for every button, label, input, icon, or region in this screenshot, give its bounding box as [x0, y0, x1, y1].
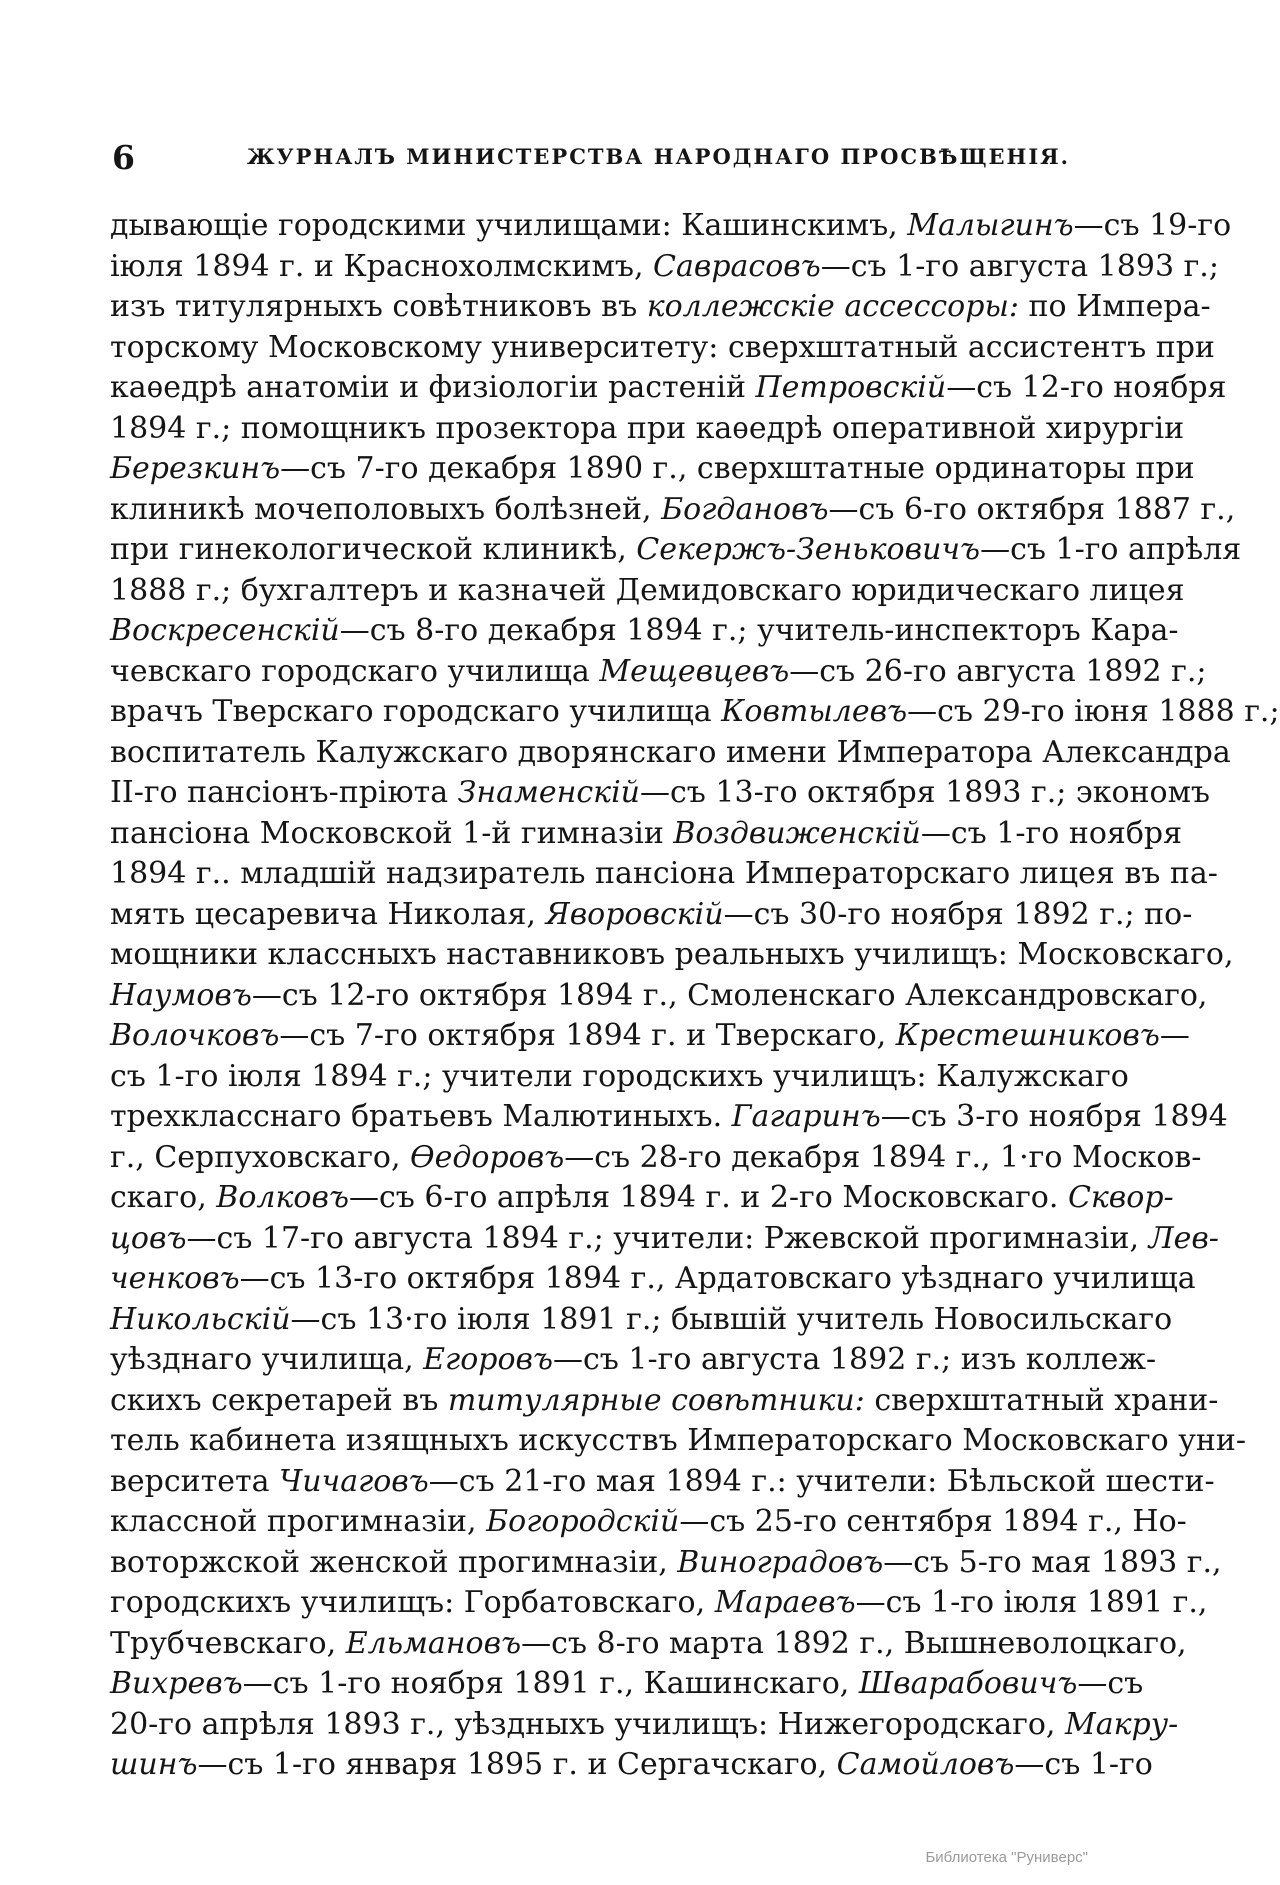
- text-segment: —съ 3-го ноября 1894: [880, 1099, 1228, 1134]
- text-line: [110, 1340, 1157, 1381]
- text-line: [110, 571, 1185, 612]
- text-line: [110, 976, 1208, 1017]
- text-segment: —съ 8-го марта 1892 г., Вышневолоцкаго,: [521, 1625, 1187, 1661]
- italic-name: Чичаговъ: [279, 1463, 429, 1499]
- text-segment: —съ 13-го октября 1893 г.; экономъ: [640, 775, 1210, 810]
- library-watermark: Библиотека "Руниверс": [925, 1849, 1088, 1866]
- text-line: [110, 773, 1210, 814]
- text-segment: верситета: [110, 1463, 280, 1499]
- page-number: 6: [112, 138, 135, 177]
- text-line: [110, 490, 1236, 531]
- italic-name: Шварабовичъ: [858, 1666, 1078, 1701]
- text-segment: скаго,: [110, 1180, 217, 1215]
- italic-name: Ковтылевъ: [721, 694, 908, 729]
- text-segment: изъ титулярныхъ совѣтниковъ въ: [110, 289, 647, 324]
- text-segment: мять цесаревича Николая,: [110, 896, 546, 932]
- text-line: [110, 1097, 1228, 1138]
- italic-name: Ѳедоровъ: [410, 1139, 565, 1175]
- text-segment: 1894 г.. младшій надзиратель пансіона Императорскаго лицея въ па-: [110, 856, 1218, 891]
- text-segment: —съ 1-го апрѣля: [980, 532, 1242, 567]
- text-line: [110, 692, 1280, 733]
- text-line: [110, 814, 1183, 855]
- text-segment: —съ 1-го ноября 1891 г., Кашинскаго,: [242, 1666, 859, 1701]
- text-segment: —съ 1-го іюля 1891 г.,: [855, 1585, 1208, 1620]
- italic-name: Богородскій: [486, 1504, 680, 1539]
- text-segment: врачъ Тверскаго городскаго училища: [110, 694, 722, 729]
- italic-name: ченковъ: [110, 1261, 240, 1296]
- text-line: [110, 1300, 1173, 1341]
- italic-name: Наумовъ: [110, 977, 252, 1013]
- italic-name: цовъ: [110, 1220, 187, 1256]
- text-segment: —съ 21-го мая 1894 г.: учители: Бѣльской шести-: [428, 1463, 1215, 1499]
- italic-name: Мещевцевъ: [599, 653, 790, 689]
- text-line: [110, 935, 1234, 976]
- text-segment: —съ 8-го декабря 1894 г.; учитель-инспекторъ Кара-: [339, 613, 1179, 648]
- text-segment: г., Серпуховскаго,: [110, 1139, 411, 1175]
- text-segment: 1894 г.; помощникъ прозектора при каѳедрѣ оперативной хирургіи: [110, 410, 1185, 446]
- italic-name: Лев-: [1148, 1220, 1219, 1256]
- text-segment: —съ 30-го ноября 1892 г.; по-: [723, 896, 1193, 932]
- text-line: [110, 287, 1211, 328]
- text-line: [110, 733, 1231, 774]
- text-line: [110, 409, 1185, 450]
- italic-name: Воздвиженскій: [673, 815, 921, 851]
- italic-name: Березкинъ: [110, 451, 281, 486]
- text-segment: мощники классныхъ наставниковъ реальныхъ училищъ: Московскаго,: [110, 937, 1234, 972]
- text-line: [110, 854, 1218, 895]
- text-line: [110, 1138, 1202, 1179]
- italic-name: Никольскій: [110, 1301, 291, 1337]
- text-segment: —съ 7-го декабря 1890 г., сверхштатные ординаторы при: [280, 451, 1195, 486]
- text-segment: по Импера-: [1019, 289, 1211, 324]
- text-segment: —съ 1-го августа 1892 г.; изъ коллеж-: [553, 1342, 1157, 1377]
- running-header: [112, 138, 1082, 178]
- text-line: [110, 652, 1207, 693]
- text-line: [110, 1583, 1208, 1624]
- text-segment: іюля 1894 г. и Краснохолмскимъ,: [110, 248, 654, 284]
- italic-name: Самойловъ: [836, 1747, 1015, 1782]
- text-segment: каѳедрѣ анатоміи и физіологіи растеній: [110, 370, 756, 405]
- text-line: [110, 1705, 1179, 1746]
- italic-name: Знаменскій: [457, 775, 640, 810]
- italic-name: Волковъ: [216, 1180, 349, 1215]
- text-segment: при гинекологической клиникѣ,: [110, 532, 637, 567]
- text-segment: классной прогимназіи,: [110, 1504, 487, 1539]
- text-segment: —съ 25-го сентября 1894 г., Но-: [679, 1504, 1187, 1539]
- text-segment: —съ 26-го августа 1892 г.;: [789, 653, 1207, 689]
- text-segment: городскихъ училищъ: Горбатовскаго,: [110, 1585, 715, 1620]
- italic-name: Ельмановъ: [345, 1625, 522, 1661]
- text-line: [110, 1259, 1196, 1300]
- text-line: [110, 449, 1195, 490]
- text-segment: дывающіе городскими училищами: Кашинскимъ,: [110, 208, 908, 243]
- text-line: [110, 1057, 1129, 1098]
- italic-name: Богдановъ: [661, 491, 829, 527]
- text-line: [110, 247, 1219, 288]
- text-segment: —съ 28-го декабря 1894 г., 1·го Москов-: [564, 1139, 1202, 1175]
- text-line: [110, 1664, 1144, 1705]
- italic-name: Воскресенскій: [110, 613, 340, 648]
- text-segment: трехкласснаго братьевъ Малютиныхъ.: [110, 1099, 732, 1134]
- text-segment: —съ 1-го: [1014, 1747, 1153, 1782]
- text-segment: Трубчевскаго,: [110, 1625, 346, 1661]
- text-segment: —съ 1-го августа 1893 г.;: [820, 248, 1219, 284]
- text-segment: —: [1159, 1018, 1190, 1053]
- italic-name: Вихревъ: [110, 1666, 243, 1701]
- italic-name: Яворовскій: [545, 896, 724, 932]
- text-segment: —съ 17-го августа 1894 г.; учители: Ржевской прогимназіи,: [186, 1220, 1149, 1256]
- text-line: [110, 1381, 1219, 1422]
- italic-name: Мараевъ: [714, 1585, 856, 1620]
- italic-name: Саврасовъ: [653, 248, 821, 284]
- text-segment: скихъ секретарей въ: [110, 1382, 448, 1418]
- text-segment: воторжской женской прогимназіи,: [110, 1544, 678, 1580]
- text-segment: —съ 12-го ноября: [946, 370, 1227, 405]
- italic-name: Петровскій: [755, 370, 947, 405]
- italic-name: Малыгинъ: [907, 208, 1074, 243]
- text-segment: съ 1-го іюля 1894 г.; учители городскихъ училищъ: Калужскаго: [110, 1058, 1129, 1094]
- italic-name: шинъ: [110, 1747, 198, 1782]
- text-segment: II-го пансіонъ-пріюта: [110, 775, 458, 810]
- italic-name: Сквор-: [1067, 1180, 1174, 1215]
- text-segment: торскому Московскому университету: сверхштатный ассистентъ при: [110, 329, 1215, 365]
- text-line: [110, 895, 1193, 936]
- text-line: [110, 1624, 1187, 1665]
- text-segment: —съ 12-го октября 1894 г., Смоленскаго Александровскаго,: [251, 977, 1208, 1013]
- text-line: [110, 1016, 1190, 1057]
- text-line: [110, 1462, 1215, 1503]
- body-text: [110, 206, 1280, 1786]
- text-segment: —съ 19-го: [1073, 208, 1232, 243]
- text-line: [110, 328, 1215, 369]
- text-segment: 1888 г.; бухгалтеръ и казначей Демидовскаго юридическаго лицея: [110, 572, 1185, 608]
- text-line: [110, 1502, 1187, 1543]
- text-segment: —съ 6-го апрѣля 1894 г. и 2-го Московскаго.: [348, 1180, 1068, 1215]
- italic-name: Макру-: [1065, 1706, 1179, 1742]
- text-segment: —съ 5-го мая 1893 г.,: [883, 1544, 1222, 1580]
- italic-name: Крестешниковъ: [895, 1018, 1160, 1053]
- italic-name: Волочковъ: [110, 1018, 280, 1053]
- italic-name: Виноградовъ: [677, 1544, 884, 1580]
- text-segment: —съ 13·го іюля 1891 г.; бывшій учитель Новосильскаго: [290, 1301, 1173, 1337]
- text-segment: сверхштатный храни-: [864, 1382, 1219, 1418]
- text-line: [110, 1745, 1153, 1786]
- running-title: ЖУРНАЛЪ МИНИСТЕРСТВА НАРОДНАГО ПРОСВѢЩЕНІЯ.: [247, 144, 1070, 169]
- italic-name: Егоровъ: [423, 1342, 553, 1377]
- text-segment: —съ 6-го октября 1887 г.,: [828, 491, 1236, 527]
- italic-name: Секержъ-Зеньковичъ: [636, 532, 981, 567]
- text-segment: —съ 1-го января 1895 г. и Сергачскаго,: [197, 1747, 837, 1782]
- text-line: [110, 1219, 1219, 1260]
- text-segment: 20-го апрѣля 1893 г., уѣздныхъ училищъ: Нижегородскаго,: [110, 1706, 1065, 1742]
- italic-name: титулярные совѣтники:: [447, 1382, 865, 1418]
- text-line: [110, 206, 1232, 247]
- text-segment: —съ 13-го октября 1894 г., Ардатовскаго уѣзднаго училища: [239, 1261, 1196, 1296]
- text-segment: тель кабинета изящныхъ искусствъ Императорскаго Московскаго уни-: [110, 1423, 1247, 1458]
- text-segment: —съ 1-го ноября: [920, 815, 1183, 851]
- text-segment: уѣзднаго училища,: [110, 1342, 424, 1377]
- text-line: [110, 530, 1242, 571]
- text-segment: пансіона Московской 1-й гимназіи: [110, 815, 674, 851]
- text-segment: —съ 29-го іюня 1888 г.;: [907, 694, 1280, 729]
- text-segment: клиникѣ мочеполовыхъ болѣзней,: [110, 491, 662, 527]
- text-segment: —съ 7-го октября 1894 г. и Тверскаго,: [279, 1018, 896, 1053]
- text-line: [110, 1543, 1222, 1584]
- text-line: [110, 1421, 1247, 1462]
- italic-name: коллежскіе ассессоры:: [646, 289, 1019, 324]
- text-segment: —съ: [1077, 1666, 1144, 1701]
- text-line: [110, 368, 1227, 409]
- text-line: [110, 1178, 1174, 1219]
- text-segment: чевскаго городскаго училища: [110, 653, 600, 689]
- italic-name: Гагаринъ: [731, 1099, 881, 1134]
- text-line: [110, 611, 1179, 652]
- text-segment: воспитатель Калужскаго дворянскаго имени Императора Александра: [110, 734, 1231, 770]
